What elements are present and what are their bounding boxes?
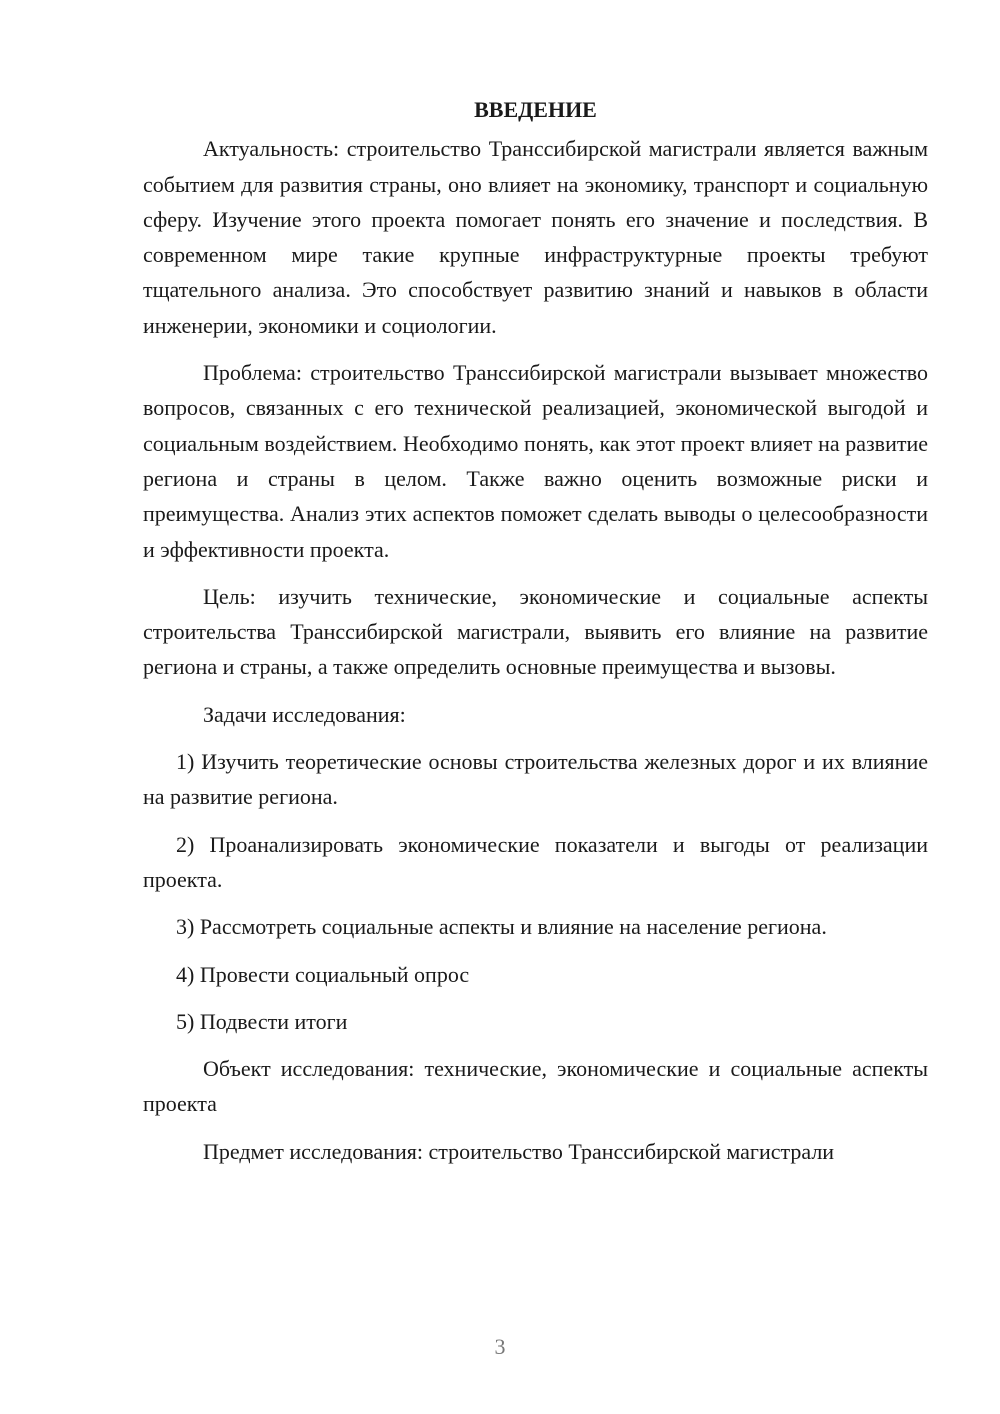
problem-paragraph: Проблема: строительство Транссибирской магистрали вызывает множество вопросов, связанных с его технической реализацией, экономической выгодой и социальным воздействием. Необходимо понять, как этот проект влияет на развитие региона и страны в целом. Также важно оценить возможные риски и преимущества. Анализ этих аспектов поможет сделать выводы о целесообразности и эффективности проекта. — [143, 360, 928, 562]
goal-paragraph: Цель: изучить технические, экономические и социальные аспекты строительства Транссибирской магистрали, выявить его влияние на развитие региона и страны, а также определить основные преимущества и вызовы. — [143, 583, 928, 680]
research-subject-paragraph: Предмет исследования: строительство Транссибирской магистрали — [203, 1138, 835, 1164]
task-item-3: 3) Рассмотреть социальные аспекты и влияние на население региона. — [176, 914, 827, 940]
task-item-4: 4) Провести социальный опрос — [176, 961, 470, 987]
section-heading: ВВЕДЕНИЕ — [474, 97, 597, 122]
tasks-heading: Задачи исследования: — [203, 701, 406, 727]
document-page — [143, 92, 928, 1181]
task-item-1: 1) Изучить теоретические основы строительства железных дорог и их влияние на развитие региона. — [143, 749, 928, 810]
relevance-paragraph: Актуальность: строительство Транссибирской магистрали является важным событием для развития страны, оно влияет на экономику, транспорт и социальную сферу. Изучение этого проекта помогает понять его значение и последствия. В современном мире такие крупные инфраструктурные проекты требуют тщательного анализа. Это способствует развитию знаний и навыков в области инженерии, экономики и социологии. — [143, 136, 928, 338]
task-item-5: 5) Подвести итоги — [176, 1008, 348, 1034]
task-item-2: 2) Проанализировать экономические показатели и выгоды от реализации проекта. — [143, 831, 928, 892]
research-object-paragraph: Объект исследования: технические, экономические и социальные аспекты проекта — [143, 1056, 928, 1117]
page-number: 3 — [494, 1334, 506, 1359]
